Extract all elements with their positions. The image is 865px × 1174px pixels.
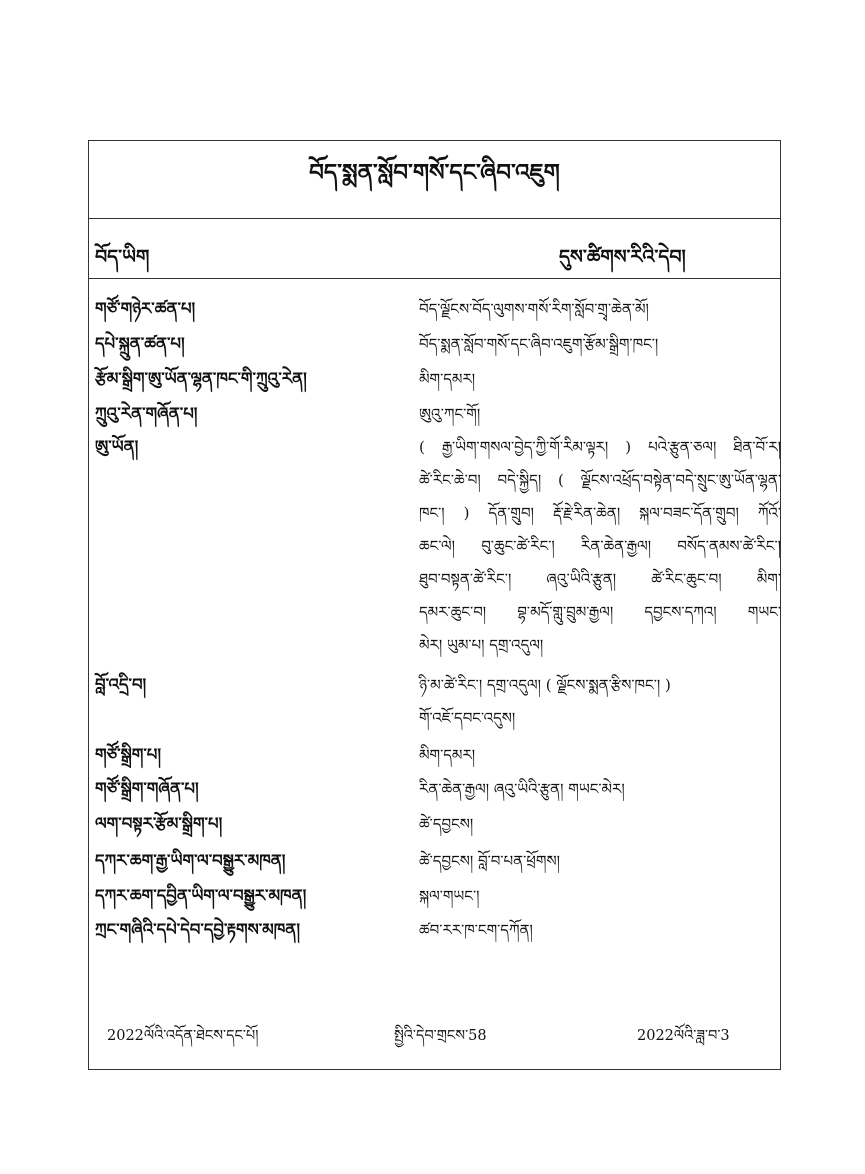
row-label-deputy-editor: གཙོ་སྒྲིག་གཞོན་པ། bbox=[95, 779, 199, 798]
row-label-committee-chair: རྩོམ་སྒྲིག་ཨུ་ཡོན་ལྷན་ཁང་གི་ཀྲུའུ་རེན། bbox=[95, 369, 307, 388]
advisors-line: གོ་འཇོ་དབང་འདུས། bbox=[419, 709, 516, 727]
row-label-chinese-translator: དཀར་ཆག་རྒྱ་ཡིག་ལ་བསྒྱུར་མཁན། bbox=[95, 851, 286, 870]
issue-number-text: སྤྱིའི་དེབ་གྲངས་58 bbox=[394, 1028, 487, 1044]
header-band bbox=[89, 219, 780, 279]
footer bbox=[89, 1013, 780, 1053]
row-value-classification: ཚབ་རར་ཁ་ངག་དཀོན། bbox=[419, 921, 533, 939]
members-line: ཆང་ལེ། བུ་ཆུང་ཚེ་རིང་། རིན་ཆེན་རྒྱལ། བསོད་ནམས་ཚེ་རིང་། bbox=[419, 537, 781, 555]
members-line: ( རྒྱ་ཡིག་གསལ་བྱེད་ཀྱི་གོ་རིམ་ལྟར། ) པའེ་རྩུན་ཅལ། ཐིན་བོ་ར། bbox=[419, 438, 781, 456]
edition-text: 2022ལོའི་འདོན་ཐེངས་དང་པོ། bbox=[107, 1028, 259, 1044]
header-right-label: དུས་ཚིགས་རིའི་དེབ། bbox=[559, 246, 686, 268]
row-value-vice-chair: ཨུའུ་ཀང་གོ། bbox=[419, 405, 481, 423]
members-line: མེར། ཡུམ་པ། དགྲ་འདུལ། bbox=[419, 636, 544, 654]
members-line: དམར་ཆུང་བ། བྷ་མདོ་གླུ་བྲུམ་རྒྱལ། དབྱངས་དཀའ། གཡང་ bbox=[419, 603, 781, 621]
header-left-label: བོད་ཡིག bbox=[95, 246, 150, 268]
row-label-advisors: བློ་འདྲི་བ། bbox=[95, 675, 147, 694]
row-value-executive-editor: ཚེ་དབྱངས། bbox=[419, 815, 474, 833]
row-value-deputy-editor: རིན་ཆེན་རྒྱལ། ཞའུ་ཡིའི་རྩུན། གཡང་མེར། bbox=[419, 780, 625, 798]
row-value-host: བོད་ལྗོངས་བོད་ལུགས་གསོ་རིག་སློབ་གྲྭ་ཆེན་མོ། bbox=[419, 300, 649, 318]
members-line: ཐུབ་བསྟན་ཚེ་རིང་། ཞའུ་ཡིའི་རྩུན། ཚེ་རིང་ཆུང་བ། མིག་ bbox=[419, 570, 781, 588]
members-line: ཁང་། ) དོན་གྲུབ། རྡོ་རྗེ་རིན་ཆེན། སྐལ་བཟང་དོན་གྲུབ། ཀོའོ་ bbox=[419, 504, 781, 522]
title-band bbox=[89, 141, 780, 219]
row-label-english-translator: དཀར་ཆག་དབྱིན་ཡིག་ལ་བསྒྱུར་མཁན། bbox=[95, 886, 307, 905]
document-frame bbox=[88, 140, 781, 1070]
row-value-english-translator: སྐལ་གཡང་། bbox=[419, 887, 480, 905]
row-value-chief-editor: མིག་དམར། bbox=[419, 746, 476, 764]
row-label-chief-editor: གཙོ་སྒྲིག་པ། bbox=[95, 745, 162, 764]
row-label-host: གཙོ་གཉེར་ཚན་པ། bbox=[95, 299, 196, 318]
row-label-classification: ཀྲང་གཞིའི་དཔེ་དེབ་དབྱེ་རྟགས་མཁན། bbox=[95, 920, 300, 939]
advisors-line: ཉི་མ་ཚེ་རིང་། དགྲ་འདུལ། ( ལྗོངས་སྨན་རྩིས་ཁང་། ) bbox=[419, 676, 671, 694]
row-label-executive-editor: ལག་བསྟར་རྩོམ་སྒྲིག་པ། bbox=[95, 814, 223, 833]
row-label-publisher: དཔེ་སྐྲུན་ཚན་པ། bbox=[95, 334, 185, 353]
members-line: ཚེ་རིང་ཆེ་བ། བདེ་སྐྱིད། ( ལྗོངས་འཕྲོད་བསྟེན་བདེ་སྲུང་ཨུ་ཡོན་ལྷན་ bbox=[419, 471, 781, 489]
row-label-vice-chair: ཀྲུའུ་རེན་གཞོན་པ། bbox=[95, 404, 198, 423]
document-title: བོད་སྨན་སློབ་གསོ་དང་ཞིབ་འཇུག bbox=[309, 159, 560, 186]
row-value-publisher: བོད་སྨན་སློབ་གསོ་དང་ཞིབ་འཇུག་རྩོམ་སྒྲིག་ཁང་། bbox=[419, 335, 659, 353]
row-value-chinese-translator: ཚེ་དབྱངས། བློ་བ་པན་ཕྲོགས། bbox=[419, 852, 560, 870]
date-text: 2022ལོའི་ཟླ་བ་3 bbox=[637, 1028, 730, 1044]
row-label-members: ཨུ་ཡོན། bbox=[95, 437, 139, 456]
row-value-committee-chair: མིག་དམར། bbox=[419, 370, 476, 388]
